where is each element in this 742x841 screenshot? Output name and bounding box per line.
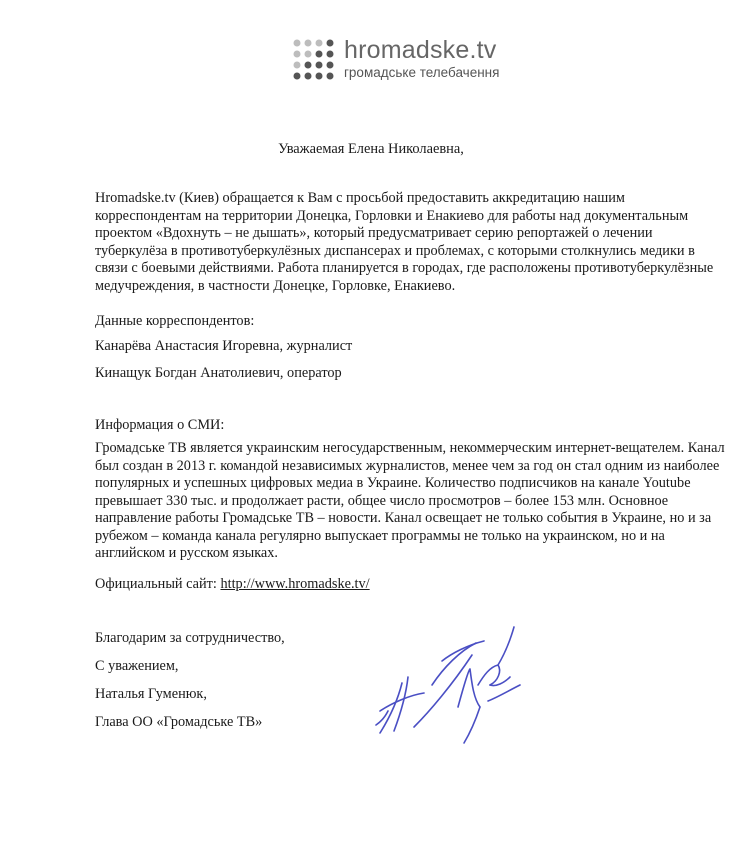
correspondent-item: Кинащук Богдан Анатолиевич, оператор xyxy=(95,365,342,381)
letter-paragraph-request: Hromadske.tv (Киев) обращается к Вам с просьбой предоставить аккредитацию нашим корреспондентам на территории Донецка, Горловки и Енакиево для работы над документальным проектом «Вдохнуть – не дышать», который предусматривает серию репортажей о лечении туберкулёза в противотуберкулёзных диспансерах и проблемах, с которыми столкнулись медики в связи с боевыми действиями. Работа планируется в городах, где расположены противотуберкулёзные медучреждения, в частности Донецке, Горловке, Енакиево. xyxy=(95,190,714,294)
hromadske-logo xyxy=(292,36,532,86)
signer-name: Наталья Гуменюк, xyxy=(95,686,207,702)
website-line xyxy=(95,576,370,593)
logo-title: hromadske.tv xyxy=(344,36,497,64)
website-label: Официальный сайт: xyxy=(95,576,217,592)
logo-dots-icon xyxy=(292,38,336,82)
letter-greeting: Уважаемая Елена Николаевна, xyxy=(278,141,464,157)
media-heading: Информация о СМИ: xyxy=(95,417,225,433)
correspondent-item: Канарёва Анастасия Игоревна, журналист xyxy=(95,338,353,354)
logo-subtitle: громадське телебачення xyxy=(344,65,500,80)
correspondents-heading: Данные корреспондентов: xyxy=(95,313,255,329)
website-link[interactable]: http://www.hromadske.tv/ xyxy=(220,576,370,592)
letter-paragraph-media: Громадське ТВ является украинским негосударственным, некоммерческим интернет-вещателем. Канал был создан в 2013 г. командой независимых журналистов, менее чем за год он стал одним из наиболее популярных и успешных цифровых медиа в Украине. Количество подписчиков на канале Youtube превышает 330 тыс. и продолжает расти, общее число просмотров – более 153 млн. Основное направление работы Громадське ТВ – новости. Канал освещает не только события в Украине, но и за рубежом – команда канала регулярно выпускает программы не только на украинском, но и на английском и русском языках. xyxy=(95,440,725,561)
signer-title: Глава ОО «Громадське ТВ» xyxy=(95,714,263,730)
closing-thanks: Благодарим за сотрудничество, xyxy=(95,630,285,646)
handwritten-signature-icon xyxy=(372,615,532,755)
closing-regards: С уважением, xyxy=(95,658,179,674)
